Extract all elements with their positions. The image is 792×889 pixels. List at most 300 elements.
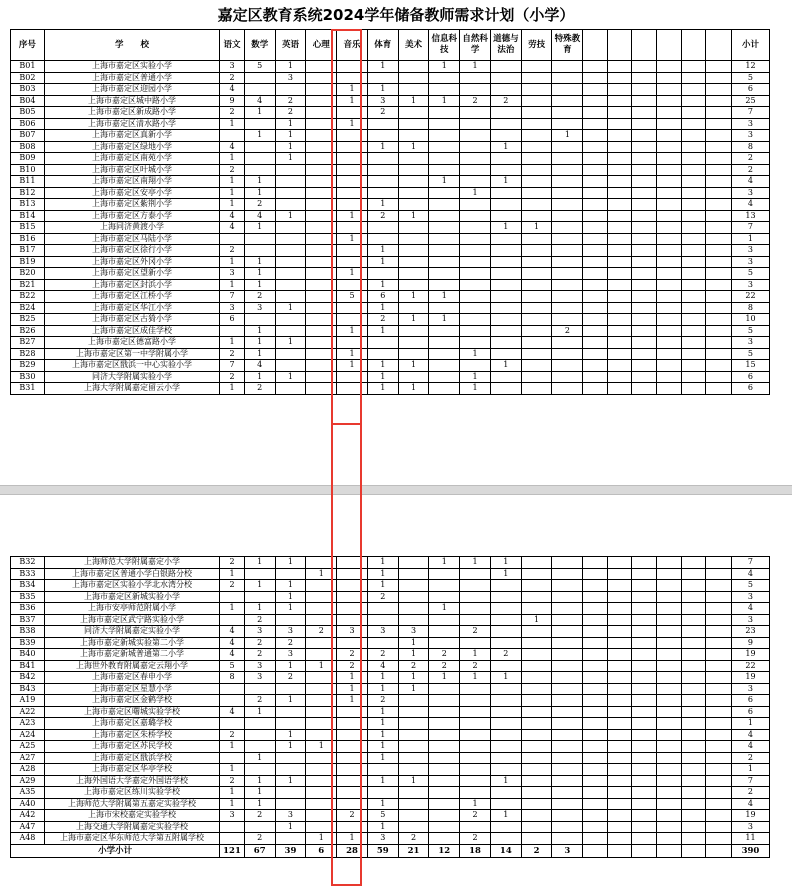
demand-count-cell [275,84,306,96]
demand-count-cell [429,245,460,257]
demand-count-cell [490,741,521,753]
demand-count-cell [632,164,657,176]
demand-count-cell [521,787,552,799]
row-total-cell: 10 [731,314,769,326]
table-row [11,764,770,776]
demand-count-cell [521,764,552,776]
demand-count-cell: 1 [337,695,368,707]
demand-count-cell [521,153,552,165]
demand-count-cell [490,245,521,257]
demand-count-cell [460,695,491,707]
demand-count-cell [398,302,429,314]
table-row [11,603,770,615]
summary-count-cell: 12 [429,844,460,857]
demand-count-cell [657,141,682,153]
demand-count-cell [681,371,706,383]
demand-count-cell: 2 [220,775,245,787]
demand-count-cell: 2 [244,649,275,661]
table-row [11,291,770,303]
demand-count-cell [607,210,632,222]
column-header: 序号 [11,30,45,61]
demand-count-cell [552,153,583,165]
demand-count-cell [583,603,608,615]
demand-count-cell: 3 [220,268,245,280]
demand-count-cell [583,141,608,153]
demand-count-cell [681,706,706,718]
row-total-cell: 6 [731,84,769,96]
demand-count-cell [681,775,706,787]
demand-count-cell [398,568,429,580]
demand-count-cell [460,141,491,153]
demand-count-cell [681,233,706,245]
demand-count-cell: 2 [244,810,275,822]
demand-count-cell [706,187,732,199]
demand-count-cell [632,603,657,615]
school-name-cell: 上海市嘉定区南翔小学 [44,176,219,188]
row-id-cell: B41 [11,660,45,672]
demand-count-cell [521,591,552,603]
demand-count-cell [398,72,429,84]
demand-count-cell [706,626,732,638]
demand-count-cell [552,141,583,153]
demand-count-cell: 1 [367,706,398,718]
demand-count-cell: 1 [398,291,429,303]
demand-count-cell [706,84,732,96]
demand-count-cell: 4 [367,660,398,672]
table-row [11,371,770,383]
demand-count-cell [429,752,460,764]
demand-count-cell [490,279,521,291]
demand-count-cell [681,187,706,199]
demand-count-cell [398,130,429,142]
demand-count-cell [657,764,682,776]
demand-count-cell: 6 [367,291,398,303]
row-total-cell: 1 [731,764,769,776]
school-name-cell: 上海市嘉定区普通小学白银路分校 [44,568,219,580]
demand-count-cell [220,591,245,603]
demand-count-cell [521,741,552,753]
row-id-cell: B08 [11,141,45,153]
demand-count-cell [583,302,608,314]
demand-count-cell [706,706,732,718]
demand-count-cell [583,325,608,337]
demand-count-cell: 2 [275,637,306,649]
demand-count-cell [398,199,429,211]
demand-count-cell [583,580,608,592]
row-id-cell: B34 [11,580,45,592]
demand-count-cell [632,833,657,845]
demand-count-cell [657,660,682,672]
demand-count-cell: 1 [398,95,429,107]
demand-count-cell [460,360,491,372]
demand-count-cell [607,798,632,810]
demand-count-cell [460,84,491,96]
table-row [11,314,770,326]
demand-count-cell [583,360,608,372]
demand-count-cell [706,821,732,833]
demand-count-cell [706,210,732,222]
demand-count-cell [521,61,552,73]
demand-count-cell [632,557,657,569]
demand-count-cell [398,718,429,730]
demand-count-cell [583,557,608,569]
row-id-cell: B31 [11,383,45,395]
demand-count-cell [607,603,632,615]
demand-count-cell [706,130,732,142]
demand-count-cell [244,141,275,153]
demand-count-cell [706,61,732,73]
school-name-cell: 上海市嘉定区城中路小学 [44,95,219,107]
demand-count-cell: 1 [220,383,245,395]
demand-count-cell [657,683,682,695]
demand-count-cell [398,118,429,130]
demand-count-cell: 2 [337,649,368,661]
demand-count-cell [552,787,583,799]
demand-count-cell: 1 [275,61,306,73]
demand-table-part-2 [10,556,770,858]
row-id-cell: B14 [11,210,45,222]
row-total-cell: 7 [731,107,769,119]
summary-count-cell: 59 [367,844,398,857]
demand-count-cell: 5 [367,810,398,822]
demand-count-cell: 5 [220,660,245,672]
demand-count-cell [521,164,552,176]
demand-count-cell [583,695,608,707]
demand-count-cell [275,614,306,626]
demand-count-cell: 1 [521,614,552,626]
demand-count-cell [583,130,608,142]
demand-count-cell [460,591,491,603]
demand-count-cell [657,614,682,626]
table-row [11,233,770,245]
school-name-cell: 上海市嘉定区徐行小学 [44,245,219,257]
demand-count-cell: 1 [275,337,306,349]
demand-count-cell [367,72,398,84]
demand-count-cell [706,256,732,268]
demand-count-cell: 1 [306,741,337,753]
school-name-cell: 上海大学附属嘉定留云小学 [44,383,219,395]
demand-count-cell [490,164,521,176]
demand-count-cell [490,199,521,211]
demand-count-cell: 4 [244,360,275,372]
demand-count-cell [429,141,460,153]
demand-count-cell [552,95,583,107]
demand-count-cell: 1 [398,314,429,326]
row-total-cell: 4 [731,199,769,211]
demand-count-cell [521,279,552,291]
demand-count-cell [657,672,682,684]
demand-count-cell [429,614,460,626]
demand-count-cell: 1 [398,637,429,649]
demand-count-cell [398,256,429,268]
table-row [11,557,770,569]
demand-count-cell: 1 [275,821,306,833]
demand-count-cell: 2 [220,245,245,257]
school-name-cell: 上海市安亭师范附属小学 [44,603,219,615]
demand-count-cell [460,279,491,291]
demand-count-cell [706,603,732,615]
demand-count-cell [681,833,706,845]
demand-count-cell: 3 [275,810,306,822]
school-name-cell: 上海外国语大学嘉定外国语学校 [44,775,219,787]
school-name-cell: 上海市嘉定区封浜小学 [44,279,219,291]
demand-count-cell [632,798,657,810]
demand-count-cell [607,233,632,245]
table-header-row [11,30,770,61]
demand-count-cell: 1 [244,580,275,592]
table-row [11,833,770,845]
demand-count-cell [681,325,706,337]
demand-count-cell: 1 [244,798,275,810]
demand-count-cell: 2 [367,107,398,119]
music-column-highlight [331,29,362,425]
demand-count-cell [244,245,275,257]
demand-count-cell [583,637,608,649]
demand-count-cell [367,187,398,199]
demand-count-cell: 3 [220,810,245,822]
demand-count-cell [460,787,491,799]
table-row [11,718,770,730]
demand-count-cell [607,683,632,695]
demand-count-cell [657,337,682,349]
demand-count-cell [706,764,732,776]
demand-count-cell [552,626,583,638]
demand-count-cell [521,775,552,787]
demand-count-cell [521,660,552,672]
demand-count-cell [706,325,732,337]
demand-count-cell [490,348,521,360]
table-row [11,84,770,96]
demand-count-cell [429,371,460,383]
demand-count-cell [521,833,552,845]
demand-count-cell: 1 [275,729,306,741]
demand-count-cell [706,660,732,672]
row-id-cell: B05 [11,107,45,119]
row-id-cell: B24 [11,302,45,314]
row-id-cell: A24 [11,729,45,741]
demand-count-cell: 1 [275,141,306,153]
demand-count-cell [706,348,732,360]
demand-count-cell: 4 [220,626,245,638]
table-row [11,649,770,661]
demand-count-cell [552,302,583,314]
school-name-cell: 上海市嘉定区第一中学附属小学 [44,348,219,360]
demand-count-cell: 1 [367,741,398,753]
demand-count-cell [681,222,706,234]
demand-count-cell [490,371,521,383]
demand-count-cell [490,72,521,84]
demand-count-cell [429,741,460,753]
demand-count-cell: 1 [367,752,398,764]
demand-count-cell: 7 [220,291,245,303]
demand-count-cell [552,557,583,569]
school-name-cell: 上海世外教育附属嘉定云翔小学 [44,660,219,672]
demand-count-cell [460,729,491,741]
demand-count-cell: 1 [337,683,368,695]
demand-count-cell: 3 [337,626,368,638]
demand-count-cell [429,568,460,580]
demand-count-cell: 1 [220,741,245,753]
demand-count-cell: 1 [490,557,521,569]
demand-count-cell [657,176,682,188]
row-total-cell: 3 [731,256,769,268]
demand-count-cell [460,72,491,84]
demand-count-cell: 4 [220,637,245,649]
summary-label-cell: 小学小计 [11,844,220,857]
demand-count-cell: 2 [220,107,245,119]
demand-count-cell [583,279,608,291]
table-row [11,637,770,649]
school-name-cell: 上海市嘉定区真新小学 [44,130,219,142]
demand-count-cell [632,130,657,142]
table-row [11,821,770,833]
demand-count-cell [490,314,521,326]
demand-count-cell [607,256,632,268]
demand-count-cell: 3 [398,626,429,638]
demand-count-cell [275,199,306,211]
school-name-cell: 上海市嘉定区外冈小学 [44,256,219,268]
demand-count-cell [275,268,306,280]
row-total-cell: 6 [731,383,769,395]
demand-count-cell: 2 [220,371,245,383]
table-row [11,741,770,753]
school-name-cell: 上海市嘉定区曙城实验学校 [44,706,219,718]
demand-count-cell [244,118,275,130]
demand-count-cell [521,199,552,211]
table-row [11,614,770,626]
demand-count-cell: 1 [490,141,521,153]
demand-count-cell [521,371,552,383]
demand-count-cell [220,695,245,707]
demand-count-cell [552,580,583,592]
row-total-cell: 19 [731,649,769,661]
summary-count-cell [657,844,682,857]
demand-count-cell [706,637,732,649]
demand-count-cell [657,798,682,810]
demand-count-cell [632,383,657,395]
demand-count-cell [632,649,657,661]
demand-count-cell [706,683,732,695]
demand-count-cell [583,95,608,107]
demand-count-cell [681,660,706,672]
demand-count-cell [632,672,657,684]
table-row [11,95,770,107]
demand-count-cell: 3 [275,72,306,84]
summary-count-cell: 121 [220,844,245,857]
row-total-cell: 3 [731,614,769,626]
demand-count-cell [429,222,460,234]
demand-count-cell: 1 [275,741,306,753]
demand-count-cell: 1 [367,371,398,383]
school-name-cell: 上海交通大学附属嘉定实验学校 [44,821,219,833]
demand-count-cell [607,706,632,718]
demand-count-cell: 1 [429,314,460,326]
demand-count-cell: 1 [220,568,245,580]
demand-count-cell [244,741,275,753]
demand-count-cell [681,348,706,360]
row-total-cell: 2 [731,153,769,165]
column-header: 心理 [306,30,337,61]
demand-count-cell [657,256,682,268]
demand-count-cell [607,302,632,314]
demand-count-cell [706,787,732,799]
demand-count-cell [583,199,608,211]
row-total-cell: 6 [731,706,769,718]
demand-count-cell: 1 [244,256,275,268]
demand-count-cell [607,84,632,96]
demand-count-cell [583,626,608,638]
demand-count-cell [657,371,682,383]
demand-count-cell [607,568,632,580]
demand-count-cell: 2 [552,325,583,337]
table-row [11,798,770,810]
demand-count-cell [460,164,491,176]
demand-count-cell [490,210,521,222]
demand-count-cell [681,568,706,580]
demand-count-cell [607,810,632,822]
demand-count-cell [657,821,682,833]
demand-count-cell [657,233,682,245]
demand-count-cell: 1 [244,706,275,718]
demand-count-cell [607,187,632,199]
demand-count-cell [657,199,682,211]
demand-count-cell [632,729,657,741]
demand-count-cell [632,637,657,649]
demand-count-cell [583,61,608,73]
table-row [11,787,770,799]
demand-count-cell [583,718,608,730]
demand-count-cell [681,729,706,741]
demand-count-cell: 4 [244,95,275,107]
demand-count-cell [367,233,398,245]
row-total-cell: 11 [731,833,769,845]
demand-count-cell [657,325,682,337]
summary-count-cell: 39 [275,844,306,857]
demand-count-cell [632,371,657,383]
table-row [11,626,770,638]
demand-count-cell: 1 [367,821,398,833]
demand-count-cell: 2 [244,383,275,395]
demand-count-cell [706,360,732,372]
demand-count-cell [275,325,306,337]
demand-count-cell [706,614,732,626]
demand-count-cell [490,683,521,695]
demand-count-cell [681,291,706,303]
table-row [11,302,770,314]
demand-count-cell [681,72,706,84]
school-name-cell: 上海市嘉定区望新小学 [44,268,219,280]
table-row [11,256,770,268]
demand-count-cell: 1 [337,210,368,222]
demand-count-cell [657,245,682,257]
row-id-cell: B17 [11,245,45,257]
demand-count-cell [583,314,608,326]
row-total-cell: 22 [731,291,769,303]
demand-count-cell [429,107,460,119]
demand-count-cell [552,360,583,372]
demand-count-cell [607,279,632,291]
row-total-cell: 4 [731,568,769,580]
demand-count-cell [632,199,657,211]
demand-count-cell [657,706,682,718]
demand-count-cell [521,383,552,395]
demand-count-cell [521,649,552,661]
demand-count-cell [552,752,583,764]
demand-count-cell: 1 [367,360,398,372]
demand-count-cell [632,187,657,199]
demand-count-cell: 2 [244,291,275,303]
demand-count-cell [681,337,706,349]
